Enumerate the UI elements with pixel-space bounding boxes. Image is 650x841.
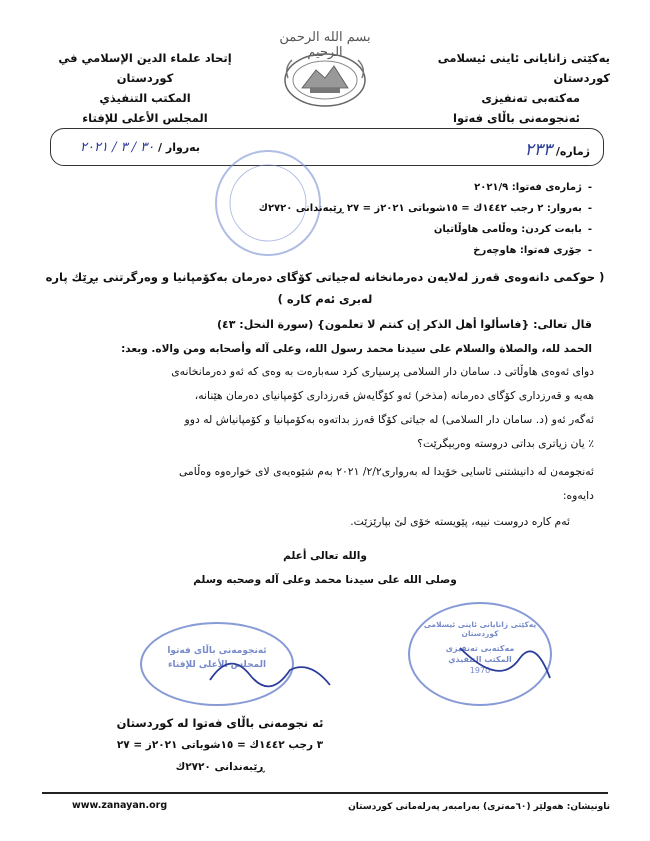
- question-line-4: ٪ یان زیاتری بداتی دروستە وەربیگرێت؟: [417, 437, 594, 450]
- executive-stamp-line-1: یەكێتی زانایانی ئاینی ئیسلامی كوردستان: [423, 620, 537, 638]
- reference-number-label: ژمارە/: [555, 145, 590, 158]
- meta-type: -جۆری فەتوا: هاوچەرخ: [473, 245, 592, 256]
- reference-date-label: بەروار /: [158, 141, 200, 154]
- answer-intro-line-2: دایەوە:: [562, 489, 594, 502]
- header-arabic-line-3: المجلس الأعلى للإفتاء: [82, 111, 208, 125]
- question-line-1: دوای ئەوەی هاوڵاتی د. سامان دار السلامی پرسیاری كرد سەبارەت بە وەی كە ئەو دەرمانخانەی: [171, 365, 594, 378]
- header-kurdish-line-1: یەکێتی زانایانی ئاینی ئیسلامی كوردستان: [437, 51, 610, 85]
- meta-fatwa-number-text: ژمارەی فەتوا: ٢٠٢١/٩: [474, 182, 582, 193]
- council-stamp-line-1: ئەنجومەنی باڵای فەتوا: [167, 646, 267, 656]
- answer-intro-line-1: ئەنجومەن لە دانیشتنی ئاسایی خۆیدا لە بەرواری٢/٢/ ٢٠٢١ بەم شێوەیەی لای خوارەوە وەڵامی: [178, 465, 594, 478]
- council-stamp-line-2: المجلس الأعلى للإفتاء: [167, 660, 267, 670]
- executive-stamp-line-2: مەكتەبی تەنفیزی: [445, 644, 515, 653]
- signature-line-1: ئە نجومەنی باڵای فەتوا لە كوردستان: [116, 716, 324, 730]
- header-arabic-line-1: إتحاد علماء الدين الإسلامي في كوردستان: [58, 51, 232, 85]
- signature-scribble-right-icon: [450, 628, 560, 698]
- reference-number-value: ٢٣٣: [524, 140, 553, 160]
- meta-subject-text: بابەت كردن: وەڵامی هاوڵاتیان: [433, 224, 582, 235]
- fatwa-answer: ئەم كارە دروست نییە، پێویستە خۆی لێ بپارێزێت.: [350, 515, 570, 528]
- reference-date: [80, 140, 200, 155]
- meta-date-text: بەروار: ٢ رجب ١٤٤٢ك = ١٥شوباتی ٢٠٢١ز = ٢٧ ڕێبەندانی ٢٧٢٠ك: [258, 203, 582, 214]
- question-line-3: ئەگەر ئەو (د. سامان دار السلامی) لە جیاتی كۆگا قەرز بداتەوە بەكۆمپانیا و كۆمپانیاش لە دوو: [184, 413, 594, 426]
- reference-number: [525, 140, 590, 160]
- header-arabic-line-2: المكتب التنفيذي: [99, 91, 191, 105]
- executive-stamp-year: 1970: [469, 666, 491, 675]
- organization-logo-icon: [280, 48, 370, 108]
- reference-date-value: ٣٠ / ٣ / ٢٠٢١: [80, 140, 155, 155]
- header-kurdish: [390, 48, 610, 128]
- header-kurdish-line-2: مەكتەبی تەنفیزی: [481, 91, 580, 105]
- closing-line-2: وصلى الله على سيدنا محمد وعلى آله وصحبه وسلم: [193, 574, 457, 586]
- meta-fatwa-number: -ژمارەی فەتوا: ٢٠٢١/٩: [474, 182, 592, 193]
- footer-address: ناونیشان: هەولێر (٦٠مەتری) بەرامبەر پەرلەمانی كوردستان: [348, 802, 610, 812]
- signature-scribble-icon: [200, 640, 340, 700]
- header-arabic: [40, 48, 250, 128]
- signature-block: [100, 712, 340, 778]
- question-line-2: هەیە و قەرزداری كۆگای دەرمانە (مذخر) ئەو كۆگایەش قەرزداری كۆمپانیای دەرمان هێنانە،: [194, 389, 594, 402]
- meta-date: -بەروار: ٢ رجب ١٤٤٢ك = ١٥شوباتی ٢٠٢١ز = ٢٧ ڕێبەندانی ٢٧٢٠ك: [258, 203, 592, 214]
- quran-verse: قال تعالى: {فاسألوا أهل الذكر إن كنتم لا تعلمون} (سورة النحل: ٤٣): [217, 318, 592, 331]
- executive-stamp-line-3: المكتب التنفيذي: [448, 655, 512, 664]
- meta-subject: -بابەت كردن: وەڵامی هاوڵاتیان: [433, 224, 592, 235]
- signature-line-2: ٣ رجب ١٤٤٢ك = ١٥شوباتی ٢٠٢١ز = ٢٧ ڕێبەندانی ٢٧٢٠ك: [116, 739, 324, 773]
- header-kurdish-line-3: ئەنجومەنی باڵای فەتوا: [453, 111, 580, 125]
- opening-praise: الحمد لله، والصلاة والسلام على سيدنا محمد رسول الله، وعلى آله وأصحابه ومن والاه. وبعد:: [121, 343, 592, 355]
- footer-website[interactable]: www.zanayan.org: [72, 800, 168, 811]
- fatwa-title: ( حوكمی دانەوەی قەرز لەلایەن دەرمانخانە لەجیاتی كۆگای دەرمان بەكۆمپانیا و وەرگرتنی بڕێك پارە لەبری ئەم كارە ): [45, 270, 605, 306]
- meta-type-text: جۆری فەتوا: هاوچەرخ: [473, 245, 582, 256]
- closing-line-1: والله تعالى أعلم: [283, 550, 367, 562]
- footer-divider: [42, 792, 608, 794]
- basmala: بسم الله الرحمن الرحيم: [279, 30, 371, 60]
